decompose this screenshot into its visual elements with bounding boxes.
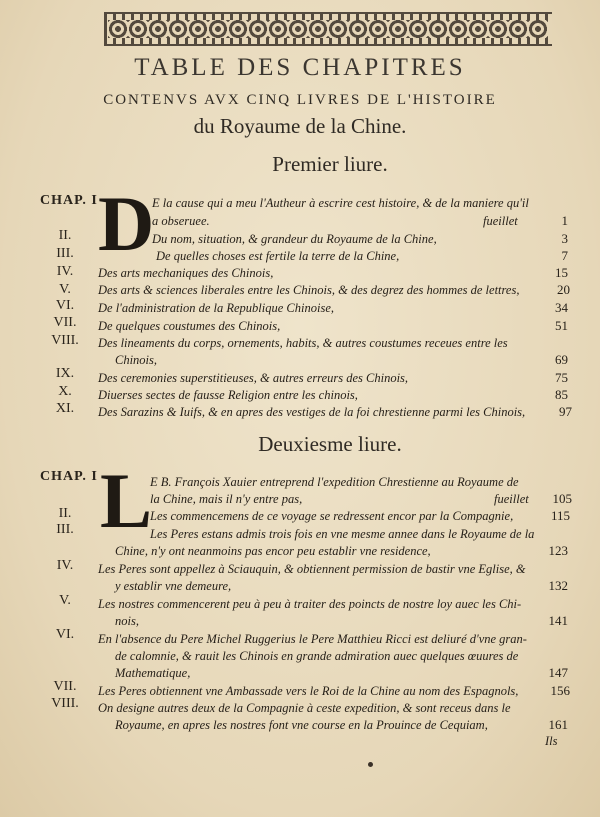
book2-entry-6b: de calomnie, & rauit les Chinois en grande admiration auec quelques œuures de [115,649,519,663]
book1-entry-8b: Chinois, [115,353,158,367]
footer-ornament-dot [368,762,373,767]
book1-num-9: IX. [55,366,75,381]
book2-entry-8a: On designe autres deux de la Compagnie à ceste expedition, & sont receus dans le [98,701,511,715]
book1-num-4: IV. [56,264,74,279]
page-subtitle-2: du Royaume de la Chine. [193,114,407,138]
book2-entry-3b: Chine, n'y ont neanmoins pas encor peu establir vne residence, [115,544,431,558]
book1-entry-11: Des Sarazins & Iuifs, & en apres des vestiges de la foi chrestienne parmi les Chinois, [98,405,526,419]
book2-entry-4a: Les Peres sont appellez à Sciauquin, & obtiennent permission de bastir vne Eglise, & [98,562,526,576]
book1-drop-cap: D [98,180,155,267]
book1-page-9: 75 [555,370,568,385]
book2-num-4: IV. [56,558,74,573]
book1-entry-8a: Des lineaments du corps, ornements, habits, & autres coustumes receues entre les [98,336,508,350]
book2-num-3: III. [56,522,74,537]
book1-num-10: X. [58,384,72,399]
book1-entry-6: De l'administration de la Republique Chinoise, [98,301,334,315]
book1-num-7: VII. [53,315,77,330]
book2-page-7: 156 [550,683,570,698]
book1-num-2: II. [58,228,72,243]
book2-num-5: V. [59,593,71,608]
book2-page-5: 141 [548,613,568,628]
book2-entry-6c: Mathematique, [115,666,191,680]
book2-entry-4b: y establir vne demeure, [115,579,232,593]
book1-page-2: 3 [561,231,568,246]
book1-num-6: VI. [55,298,75,313]
book2-page-6: 147 [548,665,568,680]
book1-entry-5: Des arts & sciences liberales entre les Chinois, & des degrez des hommes de lettres, [98,283,520,297]
book1-page-7: 51 [555,318,568,333]
book2-entry-6a: En l'absence du Pere Michel Ruggerius le Pere Matthieu Ricci est deliuré d'vne gran- [98,632,527,646]
book2-drop-cap: L [100,457,153,544]
book1-num-3: III. [56,246,74,261]
book1-page-3: 7 [561,248,568,263]
book1-entry-9: Des ceremonies superstitieuses, & autres erreurs des Chinois, [98,371,409,385]
page-title: TABLE DES CHAPITRES [134,54,466,81]
book1-page-4: 15 [555,265,568,280]
book1-num-11: XI. [55,401,75,416]
book2-num-6: VI. [55,627,75,642]
book1-page-5: 20 [557,282,570,297]
book1-entry-1a: E la cause qui a meu l'Autheur à escrire cest histoire, & de la maniere qu'il [152,196,529,210]
book1-heading: Premier liure. [272,152,388,176]
book2-entry-8b: Royaume, en apres les nostres font vne course en la Prouince de Cequiam, [115,718,488,732]
book2-page-3: 123 [548,543,568,558]
book1-page-8: 69 [555,352,568,367]
book1-entry-1b: a obseruee. [152,214,210,228]
book1-num-5: V. [59,282,71,297]
book2-fueillet: fueillet [494,492,529,506]
book2-num-7: VII. [53,679,77,694]
book1-entry-10: Diuerses sectes de fausse Religion entre les chinois, [98,388,358,402]
book2-page-1: 105 [552,491,572,506]
book1-chapter-label: CHAP. I [40,193,98,208]
book2-page-2: 115 [550,508,570,523]
book2-num-8: VIII. [51,696,79,711]
book2-page-8: 161 [548,717,568,732]
book1-entry-2: Du nom, situation, & grandeur du Royaume de la Chine, [152,232,437,246]
book2-heading: Deuxiesme liure. [258,432,402,456]
book1-entry-4: Des arts mechaniques des Chinois, [98,266,274,280]
book2-num-2: II. [58,506,72,521]
book1-page-1: 1 [561,213,568,228]
catchword: Ils [545,734,558,748]
book2-entry-5b: nois, [115,614,139,628]
book1-page-11: 97 [559,404,572,419]
book2-entry-3a: Les Peres estans admis trois fois en vne mesme annee dans le Royaume de la [150,527,535,541]
book2-entry-2: Les commencemens de ce voyage se redressent encor par la Compagnie, [150,509,514,523]
book1-entry-3: De quelles choses est fertile la terre de la Chine, [156,249,400,263]
book2-page-4: 132 [548,578,568,593]
page-subtitle: CONTENVS AVX CINQ LIVRES DE L'HISTOIRE [103,92,497,108]
book2-entry-1a: E B. François Xauier entreprend l'expedition Chrestienne au Royaume de [150,475,519,489]
book1-page-6: 34 [555,300,568,315]
book1-entry-7: De quelques coustumes des Chinois, [98,319,281,333]
book2-chapter-label: CHAP. I [40,469,98,484]
decorative-header-band [104,12,552,46]
book2-entry-7: Les Peres obtiennent vne Ambassade vers le Roi de la Chine au nom des Espagnols, [98,684,519,698]
book1-page-10: 85 [555,387,568,402]
book2-entry-1b: la Chine, mais il n'y entre pas, [150,492,303,506]
book1-fueillet: fueillet [483,214,518,228]
book2-entry-5a: Les nostres commencerent peu à peu à traiter des poincts de nostre loy auec les Chi- [98,597,522,611]
book1-num-8: VIII. [51,333,79,348]
